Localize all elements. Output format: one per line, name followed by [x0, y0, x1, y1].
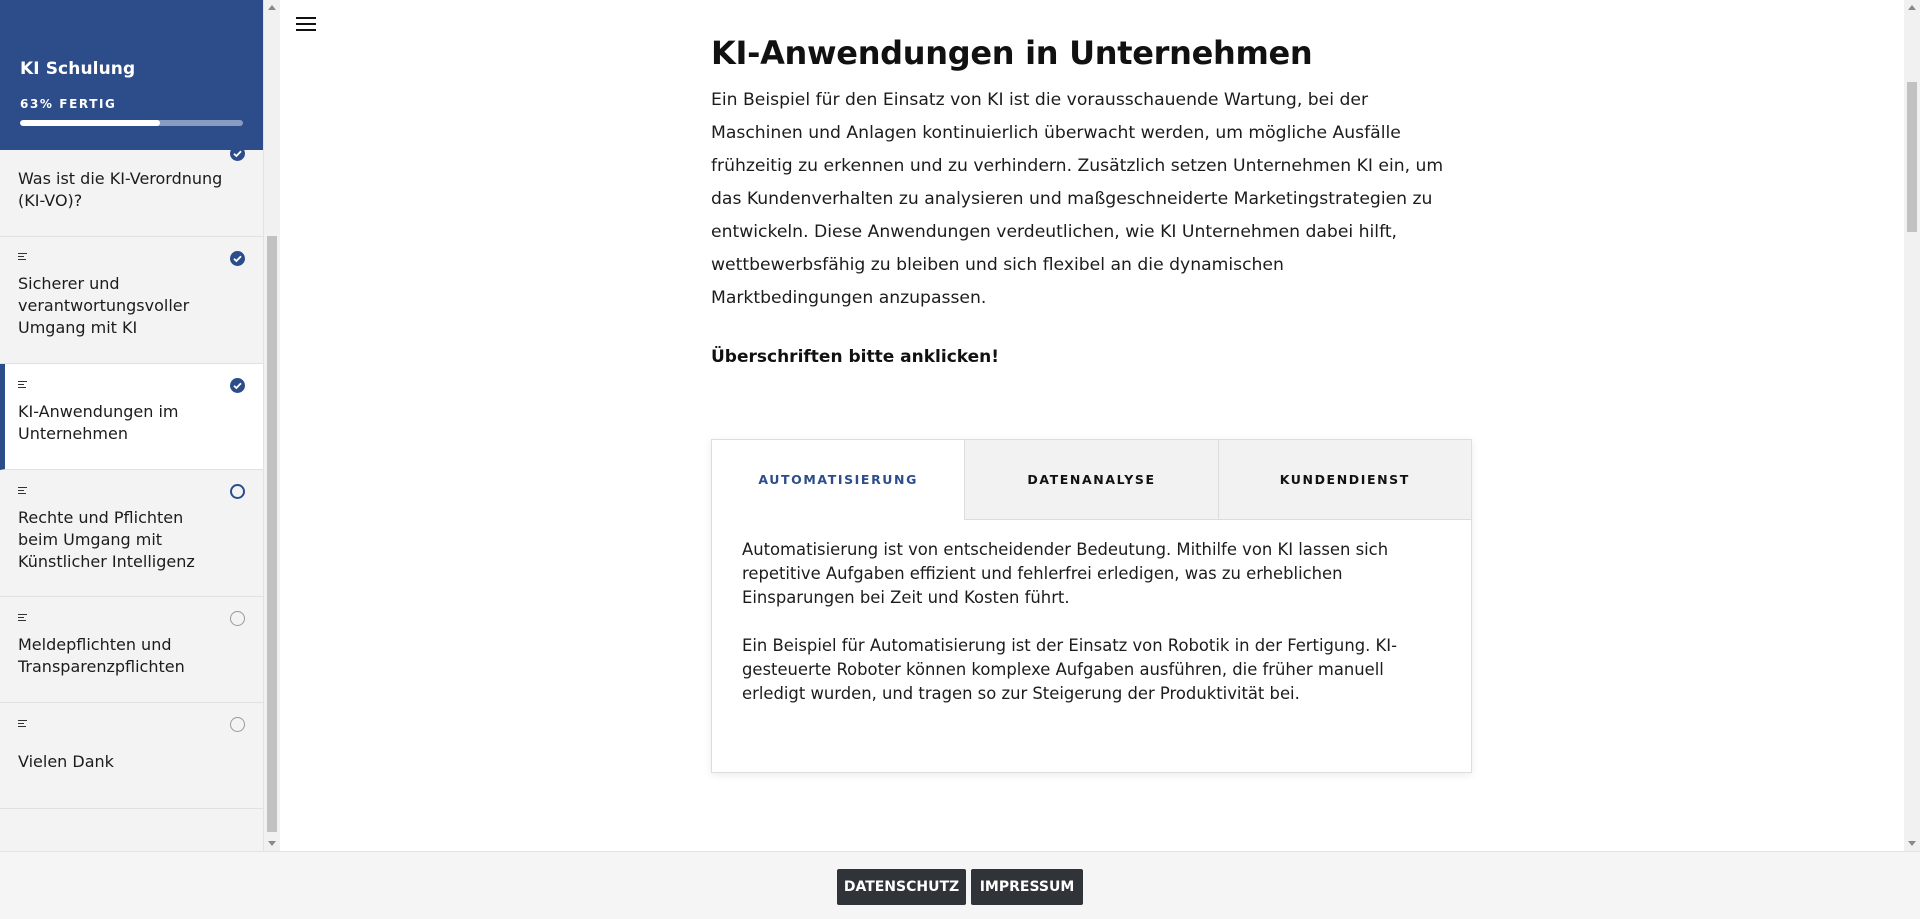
tab-bar — [712, 440, 1471, 520]
text-lines-icon — [18, 614, 28, 622]
progress-label: 63% FERTIG — [20, 97, 117, 111]
sidebar-item-label: KI-Anwendungen im Unternehmen — [18, 402, 179, 443]
scroll-down-arrow-icon[interactable] — [268, 841, 276, 846]
lesson-content — [280, 0, 1904, 851]
footer — [0, 851, 1920, 919]
sidebar-item-ki-anwendungen[interactable] — [0, 364, 264, 470]
main-scrollbar[interactable] — [1904, 0, 1920, 851]
sidebar-item-label: Sicherer und verantwortungsvoller Umgang mit KI — [18, 274, 190, 337]
sidebar-item-label: Meldepflichten und Transparenzpflichten — [18, 635, 185, 676]
tab-panel-paragraph: Automatisierung ist von entscheidender Bedeutung. Mithilfe von KI lassen sich repetitive Aufgaben effizient und fehlerfrei erledigen, was zu erheblichen Einsparungen bei Zeit und Kosten führt. — [742, 540, 1389, 607]
empty-circle-icon — [230, 611, 245, 626]
sidebar-item-rechte-pflichten[interactable] — [0, 470, 264, 597]
sidebar-item-sicherer-umgang[interactable] — [0, 237, 264, 364]
text-lines-icon — [18, 253, 28, 261]
tabs-widget — [711, 439, 1472, 773]
text-lines-icon — [18, 487, 28, 495]
progress-bar-fill — [20, 120, 160, 126]
tab-kundendienst[interactable]: KUNDENDIENST — [1218, 440, 1471, 520]
text-lines-icon — [18, 381, 28, 389]
hamburger-menu-icon[interactable] — [296, 14, 318, 32]
scroll-up-arrow-icon[interactable] — [1908, 5, 1916, 10]
sidebar-item-vielen-dank[interactable] — [0, 703, 264, 809]
course-header — [0, 0, 264, 150]
check-circle-icon — [230, 251, 245, 266]
datenschutz-button[interactable]: DATENSCHUTZ — [837, 869, 966, 905]
scroll-up-arrow-icon[interactable] — [268, 5, 276, 10]
text-lines-icon — [18, 720, 28, 728]
sidebar-item-label: Vielen Dank — [18, 752, 114, 771]
course-sidebar — [0, 0, 264, 851]
impressum-button[interactable]: IMPRESSUM — [971, 869, 1083, 905]
scroll-down-arrow-icon[interactable] — [1908, 841, 1916, 846]
tab-automatisierung[interactable]: AUTOMATISIERUNG — [712, 440, 964, 520]
sidebar-item-label: Was ist die KI-Verordnung (KI-VO)? — [18, 169, 223, 210]
check-circle-icon — [230, 378, 245, 393]
click-hint: Überschriften bitte anklicken! — [711, 347, 1000, 367]
tab-panel — [712, 520, 1471, 706]
progress-bar — [20, 120, 243, 126]
sidebar-scrollbar[interactable] — [264, 0, 280, 851]
page-title: KI-Anwendungen in Unternehmen — [711, 34, 1313, 72]
sidebar-scroll-thumb[interactable] — [267, 236, 277, 832]
main-scroll-thumb[interactable] — [1907, 82, 1917, 232]
empty-circle-icon — [230, 717, 245, 732]
intro-paragraph: Ein Beispiel für den Einsatz von KI ist die vorausschauende Wartung, bei der Maschinen und Anlagen kontinuierlich überwacht werden, um mögliche Ausfälle frühzeitig zu erkennen und zu verhindern. Zusätzlich setzen Unternehmen KI ein, um das Kundenverhalten zu analysieren und maßgeschneiderte Marketingstrategien zu entwickeln. Diese Anwendungen verdeutlichen, wie KI Unternehmen dabei hilft, wettbewerbsfähig zu bleiben und sich flexibel an die dynamischen Marktbedingungen anzupassen. — [711, 90, 1444, 308]
lesson-body — [711, 28, 1451, 367]
course-title: KI Schulung — [20, 59, 136, 79]
sidebar-item-meldepflichten[interactable] — [0, 597, 264, 703]
progress-ring-icon — [230, 484, 245, 499]
sidebar-item-label: Rechte und Pflichten beim Umgang mit Künstlicher Intelligenz — [18, 508, 195, 571]
tab-datenanalyse[interactable]: DATENANALYSE — [964, 440, 1217, 520]
tab-panel-paragraph: Ein Beispiel für Automatisierung ist der Einsatz von Robotik in der Fertigung. KI-gesteuerte Roboter können komplexe Aufgaben ausführen, die früher manuell erledigt wurden, und tragen so zur Steigerung der Produktivität bei. — [742, 636, 1398, 703]
